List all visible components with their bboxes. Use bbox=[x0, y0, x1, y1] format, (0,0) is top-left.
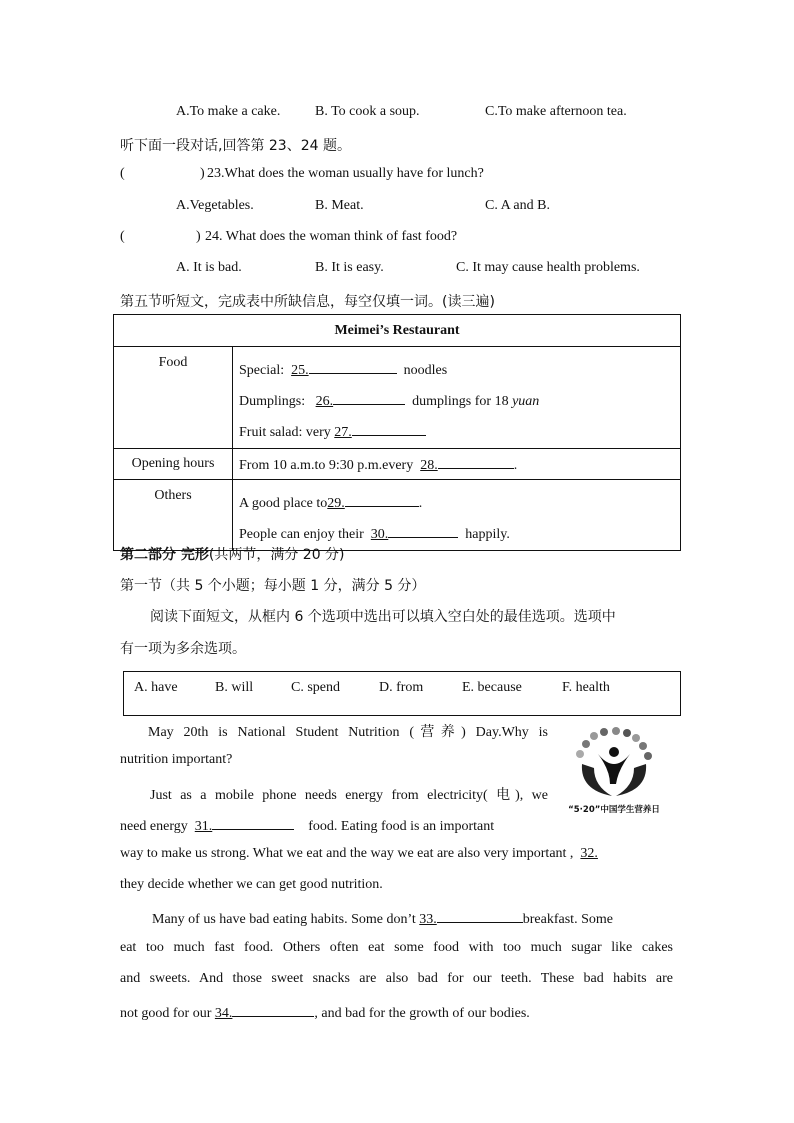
q24-paren-close: ) bbox=[196, 229, 201, 244]
part2-title: 第二部分 完形 bbox=[120, 547, 209, 563]
part2-subtitle: (共两节，满分 20 分) bbox=[208, 547, 345, 563]
instruction-line-1: 阅读下面短文，从框内 6 个选项中选出可以填入空白处的最佳选项。选项中 bbox=[150, 609, 616, 625]
section1-title: 第一节（共 5 个小题；每小题 1 分，满分 5 分） bbox=[120, 578, 426, 594]
others-row-1: A good place to29. . bbox=[239, 488, 680, 519]
special-row: Special: 25. noodles bbox=[239, 355, 680, 386]
section5-instruction: 第五节听短文，完成表中所缺信息，每空仅填一词。(读三遍) bbox=[120, 294, 495, 310]
q22-option-c: C.To make afternoon tea. bbox=[485, 104, 627, 119]
nutrition-day-logo bbox=[560, 724, 668, 816]
choice-b: B. will bbox=[215, 680, 254, 695]
restaurant-table bbox=[113, 314, 681, 551]
figure-body-icon bbox=[598, 754, 630, 784]
passage-line-3: Just as a mobile phone needs energy from electricity( 电), we bbox=[150, 788, 548, 803]
q24-question: 24. What does the woman think of fast food? bbox=[205, 229, 458, 244]
q23-option-b: B. Meat. bbox=[315, 198, 364, 213]
q24-option-a: A. It is bad. bbox=[176, 260, 242, 275]
others-row-2: People can enjoy their 30. happily. bbox=[239, 519, 680, 550]
q24-option-b: B. It is easy. bbox=[315, 260, 384, 275]
choice-e: E. because bbox=[462, 680, 522, 695]
instruction-23-24: 听下面一段对话,回答第 23、24 题。 bbox=[120, 138, 351, 154]
q23-paren-close: ) bbox=[200, 166, 205, 181]
hours-label: Opening hours bbox=[114, 449, 233, 480]
choice-d: D. from bbox=[379, 680, 424, 695]
q23-paren-open: ( bbox=[120, 166, 125, 181]
instruction-line-2: 有一项为多余选项。 bbox=[120, 641, 246, 657]
passage-line-1: May 20th is National Student Nutrition (营养) Day.Why is bbox=[148, 725, 548, 740]
passage-line-2: nutrition important? bbox=[120, 752, 233, 767]
table-title: Meimei’s Restaurant bbox=[114, 315, 681, 347]
passage-line-4: need energy 31. food. Eating food is an important bbox=[120, 815, 494, 835]
choice-f: F. health bbox=[562, 680, 610, 695]
q23-question: 23.What does the woman usually have for lunch? bbox=[207, 166, 484, 181]
logo-caption: “5·20”中国学生营养日 bbox=[568, 805, 660, 815]
q23-option-a: A.Vegetables. bbox=[176, 198, 254, 213]
choice-c: C. spend bbox=[291, 680, 340, 695]
part2-heading bbox=[120, 544, 345, 564]
hours-cell: From 10 a.m.to 9:30 p.m.every 28. . bbox=[233, 449, 681, 480]
q22-option-b: B. To cook a soup. bbox=[315, 104, 420, 119]
q24-option-c: C. It may cause health problems. bbox=[456, 260, 640, 275]
figure-head-icon bbox=[609, 747, 619, 757]
choice-a: A. have bbox=[134, 680, 178, 695]
food-label: Food bbox=[114, 347, 233, 449]
passage-line-5: way to make us strong. What we eat and the way we eat are also very important , 32. bbox=[120, 846, 598, 861]
passage-line-7: Many of us have bad eating habits. Some don’t 33. breakfast. Some bbox=[152, 908, 613, 928]
passage-line-9: and sweets. And those sweet snacks are also bad for our teeth. These bad habits are bbox=[120, 971, 673, 986]
q24-paren-open: ( bbox=[120, 229, 125, 244]
q22-option-a: A.To make a cake. bbox=[176, 104, 281, 119]
salad-row: Fruit salad: very 27. bbox=[239, 417, 680, 448]
q23-option-c: C. A and B. bbox=[485, 198, 550, 213]
dumplings-row: Dumplings: 26. dumplings for 18 yuan bbox=[239, 386, 680, 417]
others-label: Others bbox=[114, 480, 233, 551]
passage-line-10: not good for our 34. , and bad for the growth of our bodies. bbox=[120, 1002, 530, 1022]
passage-line-8: eat too much fast food. Others often eat some food with too much sugar like cakes bbox=[120, 940, 673, 955]
passage-line-6: they decide whether we can get good nutrition. bbox=[120, 877, 383, 892]
others-cell bbox=[233, 480, 681, 551]
food-cell bbox=[233, 347, 681, 449]
